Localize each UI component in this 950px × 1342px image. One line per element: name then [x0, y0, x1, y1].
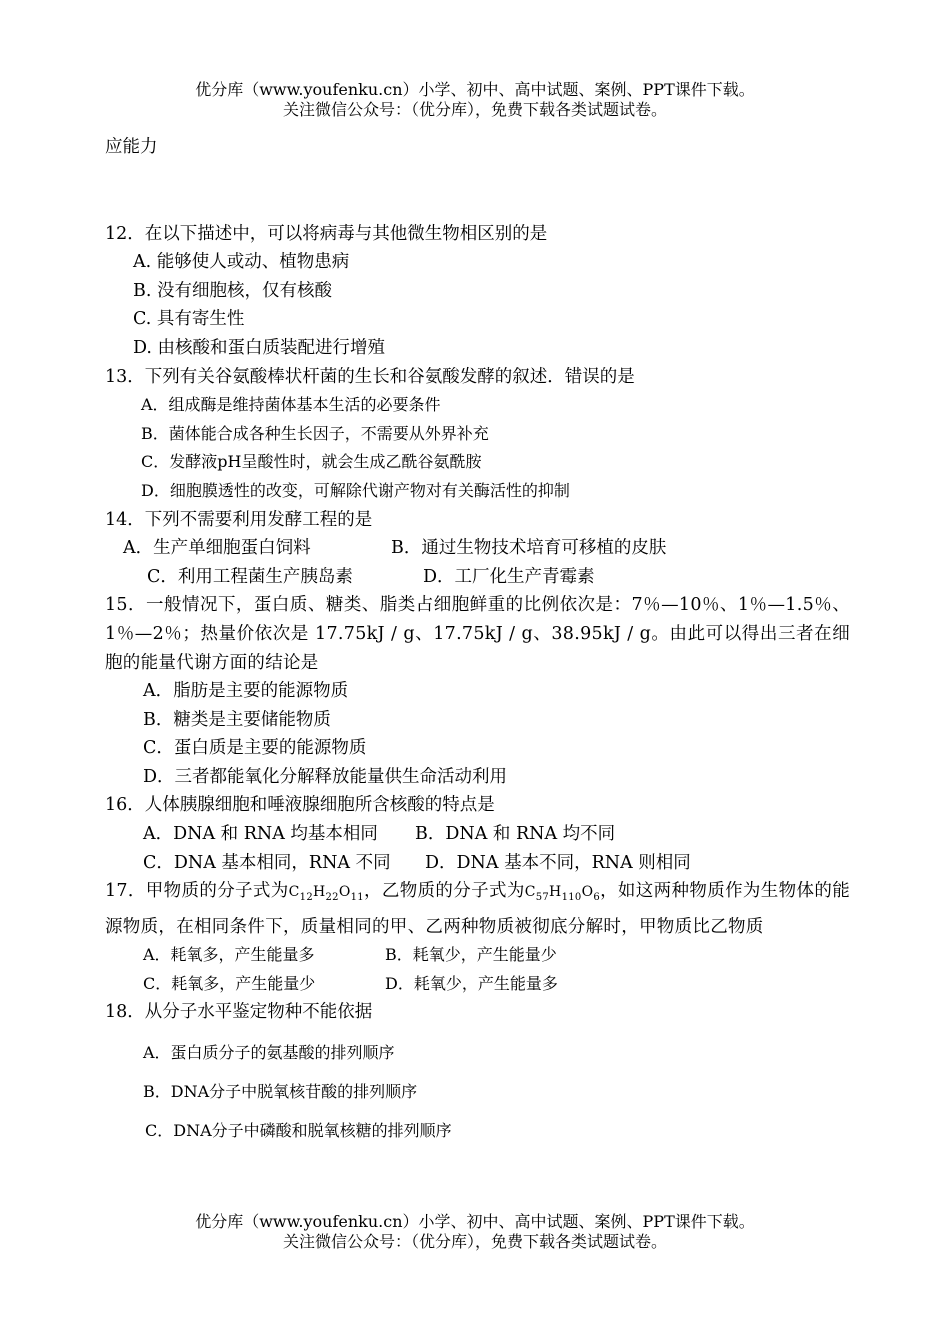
q13-option-c: C．发酵液pH呈酸性时，就会生成乙酰谷氨酰胺	[141, 452, 482, 472]
q15-option-a: A．脂肪是主要的能源物质	[143, 681, 349, 702]
question-content	[105, 133, 850, 1150]
q16-options-row-1	[105, 820, 850, 849]
q17-stem-mid: ，乙物质的分子式为	[363, 881, 525, 902]
q14-options-row-1	[105, 534, 850, 563]
q17-stem-pre: 17．甲物质的分子式为	[105, 881, 289, 902]
q12-option-b: B. 没有细胞核，仅有核酸	[133, 280, 332, 301]
carryover-text: 应能力	[105, 137, 158, 157]
q14-option-a: A．生产单细胞蛋白饲料	[123, 538, 311, 559]
q17-formula-2: $C_{57}H_{110}O_6$	[524, 884, 601, 904]
q17-options-row-2	[105, 970, 850, 999]
q15-option-d: D．三者都能氧化分解释放能量供生命活动利用	[143, 766, 508, 787]
q17-stem	[105, 877, 850, 941]
q13-stem: 13．下列有关谷氨酸棒状杆菌的生长和谷氨酸发酵的叙述．错误的是	[105, 366, 635, 387]
q12-option-a: A. 能够使人或动、植物患病	[133, 252, 350, 273]
q12-stem: 12．在以下描述中，可以将病毒与其他微生物相区别的是	[105, 223, 548, 244]
q12-option-d: D. 由核酸和蛋白质装配进行增殖	[133, 337, 386, 358]
q16-option-a: A．DNA 和 RNA 均基本相同	[143, 824, 378, 845]
q13-option-d: D．细胞膜透性的改变，可解除代谢产物对有关酶活性的抑制	[141, 480, 570, 500]
q15-option-b: B．糖类是主要储能物质	[143, 709, 331, 730]
q16-option-c: C．DNA 基本相同，RNA 不同	[143, 852, 391, 873]
q17-option-b: B．耗氧少，产生能量少	[385, 945, 557, 965]
q18-option-a: A．蛋白质分子的氨基酸的排列顺序	[143, 1043, 395, 1063]
q17-option-d: D．耗氧少，产生能量多	[385, 973, 558, 993]
q14-option-d: D．工厂化生产青霉素	[423, 566, 595, 587]
page-header	[0, 80, 950, 120]
q17-options-row-1	[105, 941, 850, 970]
header-line-1: 优分库（www.youfenku.cn）小学、初中、高中试题、案例、PPT课件下载。	[195, 80, 755, 99]
header-line-2: 关注微信公众号：（优分库），免费下载各类试题试卷。	[282, 100, 667, 119]
q17-option-c: C．耗氧多，产生能量少	[143, 973, 316, 993]
q18-option-b: B．DNA分子中脱氧核苷酸的排列顺序	[143, 1082, 418, 1102]
q18-option-c: C．DNA分子中磷酸和脱氧核糖的排列顺序	[145, 1121, 452, 1141]
footer-line-1: 优分库（www.youfenku.cn）小学、初中、高中试题、案例、PPT课件下载。	[195, 1212, 755, 1231]
footer-line-2: 关注微信公众号：（优分库），免费下载各类试题试卷。	[282, 1232, 667, 1251]
q18-stem: 18．从分子水平鉴定物种不能依据	[105, 1002, 373, 1023]
q17-stem-post: ，如这两种物质作为生物体的能源物质，在相同条件下，质量相同的甲、乙两种物质被彻底分解时，甲物质比乙物质	[105, 881, 850, 937]
q16-stem: 16．人体胰腺细胞和唾液腺细胞所含核酸的特点是	[105, 795, 495, 816]
q16-option-b: B．DNA 和 RNA 均不同	[415, 824, 616, 845]
q12-option-c: C. 具有寄生性	[133, 309, 245, 330]
q15-option-c: C．蛋白质是主要的能源物质	[143, 738, 367, 759]
q14-stem: 14．下列不需要利用发酵工程的是	[105, 509, 373, 530]
q15-stem: 15．一般情况下，蛋白质、糖类、脂类占细胞鲜重的比例依次是：7％—10％、1％—1.5％、1％—2％；热量价依次是 17.75kJ / g、17.75kJ / g、38.95kJ / g。由此可以得出三者在细胞的能量代谢方面的结论是	[105, 595, 850, 673]
q14-option-b: B．通过生物技术培育可移植的皮肤	[391, 538, 667, 559]
q14-option-c: C．利用工程菌生产胰岛素	[147, 566, 353, 587]
q16-option-d: D．DNA 基本不同，RNA 则相同	[425, 852, 691, 873]
q13-option-a: A．组成酶是维持菌体基本生活的必要条件	[141, 395, 441, 415]
q16-options-row-2	[105, 849, 850, 878]
q17-option-a: A．耗氧多，产生能量多	[143, 945, 315, 965]
q17-formula-1: $C_{12}H_{22}O_{11}$	[288, 884, 364, 904]
page-footer	[0, 1212, 950, 1252]
q14-options-row-2	[105, 563, 850, 592]
q13-option-b: B．菌体能合成各种生长因子，不需要从外界补充	[141, 423, 489, 443]
